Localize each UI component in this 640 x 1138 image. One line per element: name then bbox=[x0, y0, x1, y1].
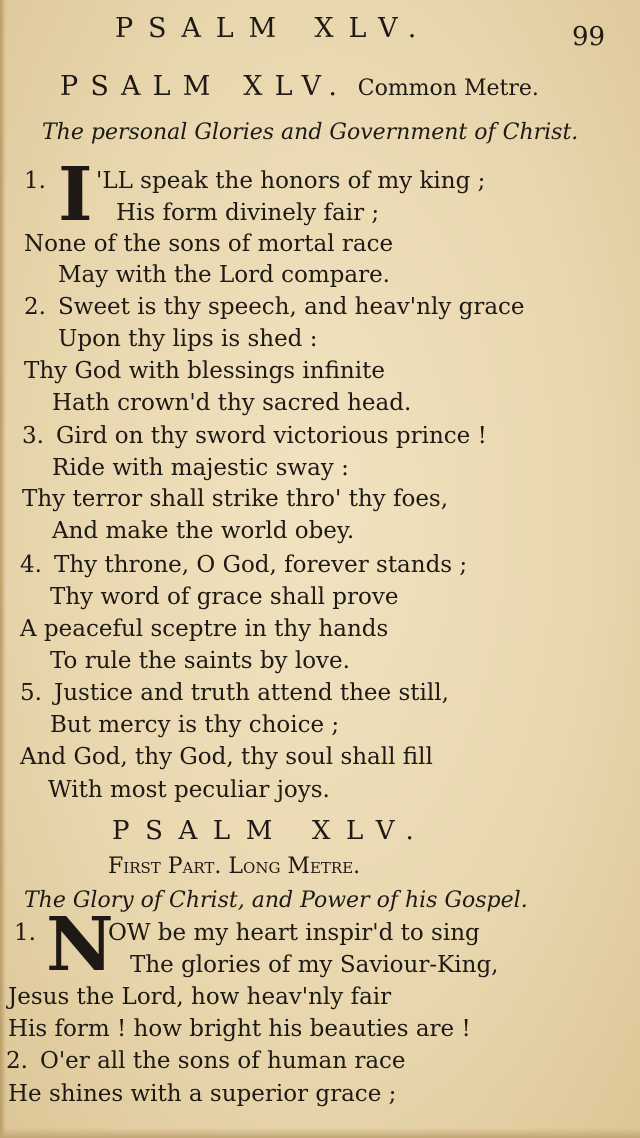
psalm1-line16: To rule the saints by love. bbox=[50, 648, 350, 674]
psalm1-line20: With most peculiar joys. bbox=[48, 777, 330, 803]
psalm2-subtitle: The Glory of Christ, and Power of his Gospel. bbox=[24, 888, 528, 913]
psalm1-verse4-line bbox=[20, 550, 467, 580]
psalm1-verse5-number: 5. bbox=[20, 680, 42, 706]
psalm1-title-text: PSALM XLV. bbox=[60, 71, 350, 102]
psalm1-subtitle: The personal Glories and Government of Christ. bbox=[42, 120, 579, 145]
psalm2-line5: O'er all the sons of human race bbox=[40, 1048, 406, 1074]
psalm1-verse1-number: 1. bbox=[24, 168, 46, 194]
psalm1-verse3-number: 3. bbox=[22, 423, 44, 449]
psalm1-line9: Gird on thy sword victorious prince ! bbox=[56, 423, 487, 449]
psalm1-line11: Thy terror shall strike thro' thy foes, bbox=[22, 486, 449, 512]
psalm2-line2: The glories of my Saviour-King, bbox=[130, 952, 499, 978]
psalm1-line7: Thy God with blessings infinite bbox=[24, 358, 385, 384]
psalm2-line3: Jesus the Lord, how heav'nly fair bbox=[8, 984, 392, 1010]
psalm1-line17: Justice and truth attend thee still, bbox=[54, 680, 449, 706]
psalm1-meter: Common Metre. bbox=[357, 76, 539, 101]
psalm2-verse2-line bbox=[6, 1046, 406, 1076]
page-edge-shadow bbox=[0, 0, 6, 1138]
psalm2-verse1-number: 1. bbox=[14, 920, 36, 946]
psalm1-line14: Thy word of grace shall prove bbox=[50, 584, 399, 610]
psalm1-dropcap: I bbox=[58, 152, 93, 238]
psalm1-line2: His form divinely fair ; bbox=[116, 200, 380, 226]
psalm1-line6: Upon thy lips is shed : bbox=[58, 326, 318, 352]
psalm1-line5: Sweet is thy speech, and heav'nly grace bbox=[58, 294, 525, 320]
psalm1-line13: Thy throne, O God, forever stands ; bbox=[54, 552, 468, 578]
psalm1-line15: A peaceful sceptre in thy hands bbox=[20, 616, 389, 642]
running-head: PSALM XLV. bbox=[115, 13, 432, 44]
psalm1-line4: May with the Lord compare. bbox=[58, 262, 390, 288]
psalm1-title bbox=[60, 72, 539, 104]
psalm1-line19: And God, thy God, thy soul shall fill bbox=[20, 744, 433, 770]
psalm1-line8: Hath crown'd thy sacred head. bbox=[52, 390, 412, 416]
psalm1-verse2-number: 2. bbox=[24, 294, 46, 320]
psalm2-line4: His form ! how bright his beauties are ! bbox=[8, 1016, 471, 1042]
psalm1-verse5-line bbox=[20, 678, 449, 708]
psalm1-verse3-line bbox=[22, 421, 487, 451]
psalm1-line10: Ride with majestic sway : bbox=[52, 455, 349, 481]
page-number: 99 bbox=[572, 22, 606, 52]
psalm1-line1: 'LL speak the honors of my king ; bbox=[96, 168, 486, 194]
psalm2-part: First Part. Long Metre. bbox=[108, 854, 361, 879]
psalm1-verse4-number: 4. bbox=[20, 552, 42, 578]
psalm2-line6: He shines with a superior grace ; bbox=[8, 1081, 397, 1107]
psalm2-title: PSALM XLV. bbox=[112, 816, 430, 846]
page-bottom-shadow bbox=[0, 1128, 640, 1138]
psalm1-line12: And make the world obey. bbox=[52, 518, 355, 544]
psalm1-line18: But mercy is thy choice ; bbox=[50, 712, 340, 738]
psalm2-verse2-number: 2. bbox=[6, 1048, 28, 1074]
psalm1-verse2-line bbox=[24, 292, 525, 322]
psalm2-dropcap: N bbox=[46, 902, 114, 988]
psalm1-line3: None of the sons of mortal race bbox=[24, 231, 394, 257]
psalm2-line1: OW be my heart inspir'd to sing bbox=[108, 920, 480, 946]
